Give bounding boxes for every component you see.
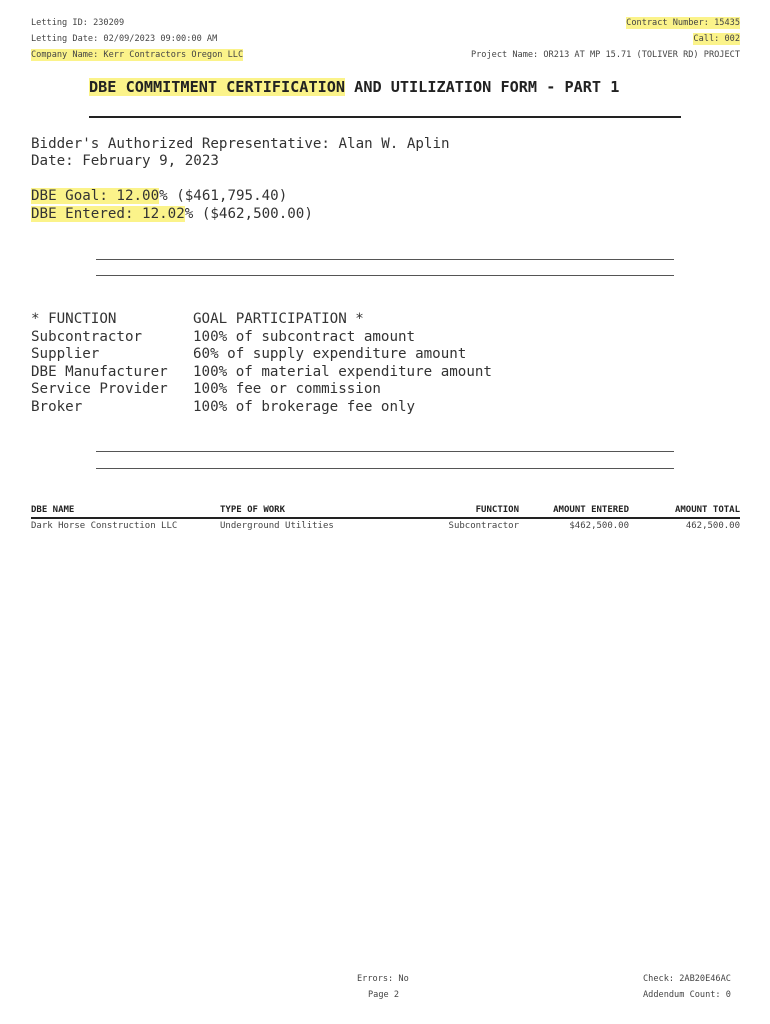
function-row [31, 364, 492, 382]
function-name: Subcontractor [31, 328, 143, 345]
dbe-entered-label: DBE Entered: 12.02 [31, 206, 185, 222]
table-row [31, 521, 740, 533]
amount-total-cell: 462,500.00 [685, 521, 740, 531]
function-row [31, 329, 492, 347]
col-type-of-work: TYPE OF WORK [220, 505, 286, 515]
function-header: * FUNCTION [31, 311, 117, 327]
function-participation: 100% fee or commission [193, 381, 381, 397]
form-title [89, 77, 619, 97]
separator-line [96, 259, 674, 260]
function-row [31, 399, 492, 417]
function-table-header [31, 311, 492, 329]
function-cell: Subcontractor [448, 521, 519, 531]
function-row [31, 346, 492, 364]
call-number: Call: 002 [693, 34, 740, 44]
function-participation: 100% of subcontract amount [193, 328, 416, 345]
col-amount-total: AMOUNT TOTAL [674, 505, 740, 515]
function-name: Broker [31, 398, 83, 415]
function-row [31, 381, 492, 399]
function-name: Service Provider [31, 381, 168, 397]
dbe-entered [31, 206, 313, 224]
bidder-representative: Bidder's Authorized Representative: Alan W. Aplin [31, 136, 450, 152]
dbe-goal-label: DBE Goal: 12.00 [31, 188, 160, 204]
separator-line [96, 451, 674, 452]
function-participation: 100% of brokerage fee only [193, 398, 416, 415]
function-table [31, 311, 492, 416]
addendum-count: Addendum Count: 0 [643, 990, 731, 1000]
company-name: Company Name: Kerr Contractors Oregon LLC [31, 50, 244, 60]
dbe-goal-amount: % ($461,795.40) [159, 188, 288, 204]
errors-status: Errors: No [357, 974, 409, 984]
contract-number: Contract Number: 15435 [626, 18, 740, 28]
col-amount-entered: AMOUNT ENTERED [553, 505, 629, 515]
function-name: Supplier [31, 346, 100, 362]
page-number: Page 2 [368, 990, 400, 1000]
project-name: Project Name: OR213 AT MP 15.71 (TOLIVER RD) PROJECT [470, 50, 740, 60]
type-of-work-cell: Underground Utilities [220, 521, 334, 531]
goal-participation-header: GOAL PARTICIPATION * [193, 311, 364, 327]
form-title-rest: AND UTILIZATION FORM - PART 1 [345, 78, 620, 96]
col-function: FUNCTION [475, 505, 519, 515]
amount-entered-cell: $462,500.00 [569, 521, 629, 531]
check-code: Check: 2AB20E46AC [643, 974, 731, 984]
function-participation: 100% of material expenditure amount [193, 363, 492, 380]
dbe-name-cell: Dark Horse Construction LLC [31, 521, 178, 531]
letting-id: Letting ID: 230209 [31, 18, 125, 28]
title-underline [89, 116, 681, 118]
function-name: DBE Manufacturer [31, 363, 168, 380]
separator-line [96, 275, 674, 276]
form-title-highlight: DBE COMMITMENT CERTIFICATION [89, 78, 346, 96]
dbe-goal [31, 188, 287, 206]
dbe-table-header [31, 505, 740, 519]
separator-line [96, 468, 674, 469]
letting-date: Letting Date: 02/09/2023 09:00:00 AM [31, 34, 218, 44]
function-participation: 60% of supply expenditure amount [193, 346, 467, 362]
bidder-date: Date: February 9, 2023 [31, 153, 219, 169]
dbe-entered-amount: % ($462,500.00) [184, 206, 313, 222]
col-dbe-name: DBE NAME [31, 505, 75, 515]
